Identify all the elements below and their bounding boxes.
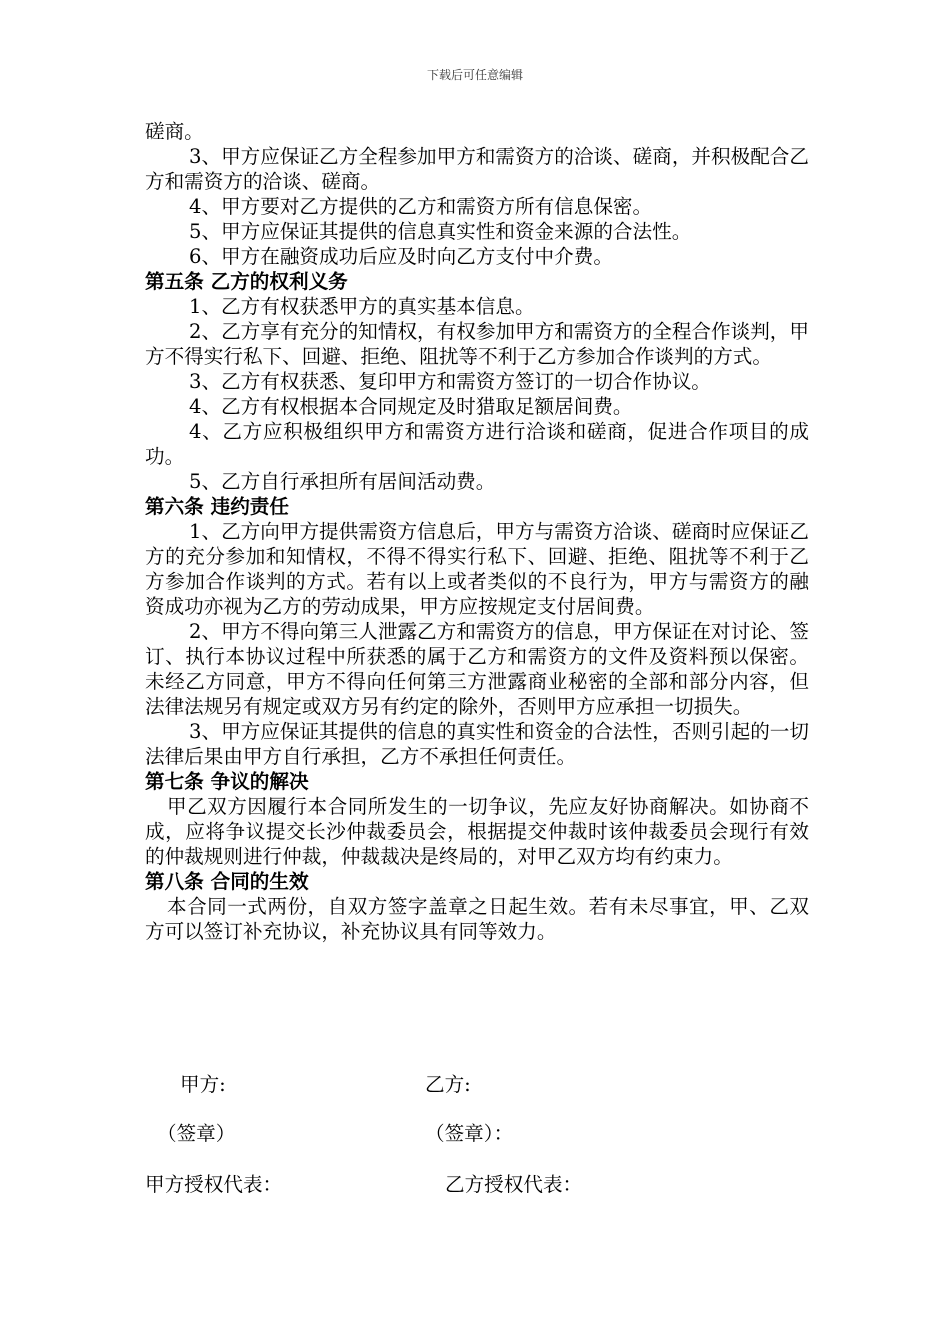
article8-text: 本合同一式两份，自双方签字盖章之日起生效。若有未尽事宜，甲、乙双方可以签订补充协议，补充协议具有同等效力。 bbox=[145, 895, 809, 943]
article6-clause3: 3、甲方应保证其提供的信息的真实性和资金的合法性，否则引起的一切法律后果由甲方自行承担，乙方不承担任何责任。 bbox=[145, 720, 809, 768]
article5-heading: 第五条 乙方的权利义务 bbox=[145, 270, 348, 293]
contract-body bbox=[145, 119, 809, 944]
article5-clause2: 2、乙方享有充分的知情权，有权参加甲方和需资方的全程合作谈判，甲方不得实行私下、回避、拒绝、阻扰等不利于乙方参加合作谈判的方式。 bbox=[145, 320, 809, 368]
article6-heading: 第六条 违约责任 bbox=[145, 495, 289, 518]
article4-clause6: 6、甲方在融资成功后应及时向乙方支付中介费。 bbox=[189, 245, 613, 268]
article7-text: 甲乙双方因履行本合同所发生的一切争议，先应友好协商解决。如协商不成，应将争议提交长沙仲裁委员会，根据提交仲裁时该仲裁委员会现行有效的仲裁规则进行仲裁，仲裁裁决是终局的，对甲乙双方均有约束力。 bbox=[145, 795, 809, 868]
party-b-label: 乙方: bbox=[425, 1073, 471, 1096]
party-b-seal: （签章）： bbox=[425, 1122, 514, 1145]
article5-clause5: 5、乙方自行承担所有居间活动费。 bbox=[189, 470, 496, 493]
article5-clause3: 3、乙方有权获悉、复印甲方和需资方签订的一切合作协议。 bbox=[189, 370, 711, 393]
party-a-seal: （签章） bbox=[157, 1122, 236, 1145]
article4-clause3: 3、甲方应保证乙方全程参加甲方和需资方的洽谈、磋商，并积极配合乙方和需资方的洽谈、磋商。 bbox=[145, 145, 809, 193]
article7-heading: 第七条 争议的解决 bbox=[145, 770, 309, 793]
article4-clause4: 4、甲方要对乙方提供的乙方和需资方所有信息保密。 bbox=[189, 195, 653, 218]
paragraph-continuation: 磋商。 bbox=[145, 120, 204, 143]
article8-heading: 第八条 合同的生效 bbox=[145, 870, 309, 893]
party-a-label: 甲方: bbox=[180, 1073, 226, 1096]
page-header-note: 下载后可任意编辑 bbox=[426, 68, 523, 82]
article6-clause2: 2、甲方不得向第三人泄露乙方和需资方的信息，甲方保证在对讨论、签订、执行本协议过程中所获悉的属于乙方和需资方的文件及资料预以保密。未经乙方同意，甲方不得向任何第三方泄露商业秘密的全部和部分内容，但法律法规另有规定或双方另有约定的除外，否则甲方应承担一切损失。 bbox=[145, 620, 809, 718]
article5-clause4a: 4、乙方有权根据本合同规定及时猎取足额居间费。 bbox=[189, 395, 633, 418]
article5-clause4b: 4、乙方应积极组织甲方和需资方进行洽谈和磋商，促进合作项目的成功。 bbox=[145, 420, 809, 468]
article6-clause1: 1、乙方向甲方提供需资方信息后，甲方与需资方洽谈、磋商时应保证乙方的充分参加和知情权，不得不得实行私下、回避、拒绝、阻扰等不利于乙方参加合作谈判的方式。若有以上或者类似的不良行为，甲方与需资方的融资成功亦视为乙方的劳动成果，甲方应按规定支付居间费。 bbox=[145, 520, 809, 618]
article4-clause5: 5、甲方应保证其提供的信息真实性和资金来源的合法性。 bbox=[189, 220, 692, 243]
article5-clause1: 1、乙方有权获悉甲方的真实基本信息。 bbox=[189, 295, 535, 318]
party-a-representative: 甲方授权代表： bbox=[145, 1173, 283, 1196]
party-b-representative: 乙方授权代表： bbox=[445, 1173, 583, 1196]
